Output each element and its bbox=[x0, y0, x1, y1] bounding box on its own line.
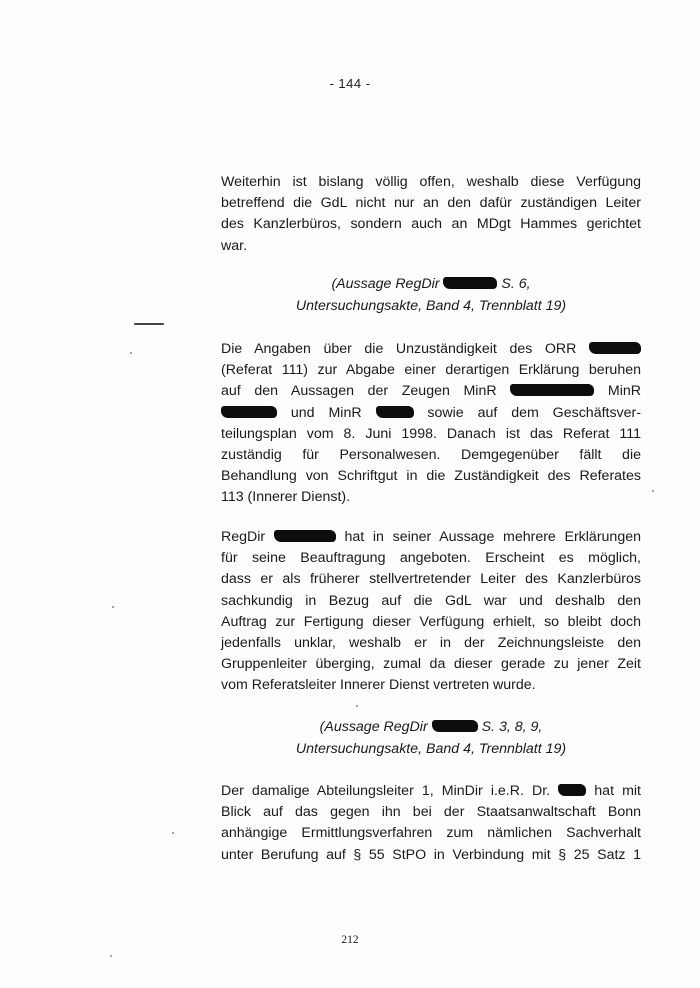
citation-1 bbox=[221, 274, 641, 317]
scan-speck bbox=[110, 955, 112, 957]
page-footer-number: 212 bbox=[341, 934, 359, 946]
citation-line: (Aussage RegDir S. 6, bbox=[331, 276, 531, 292]
scan-speck bbox=[112, 606, 114, 608]
paragraph-line: jedenfalls unklar, weshalb er in der Zeichnungsleiste den bbox=[221, 635, 641, 652]
page-header-number: - 144 - bbox=[329, 76, 371, 91]
redaction-mark bbox=[589, 342, 641, 354]
margin-mark bbox=[134, 323, 164, 325]
paragraph-3 bbox=[221, 527, 641, 697]
paragraph-line: Gruppenleiter überging, zumal da dieser gerade zu jener Zeit bbox=[221, 656, 641, 673]
paragraph-line: Weiterhin ist bislang völlig offen, weshalb diese Verfügung bbox=[221, 174, 641, 190]
redaction-mark bbox=[510, 384, 594, 396]
paragraph-line: 113 (Innerer Dienst). bbox=[221, 489, 351, 506]
paragraph-line: und MinR sowie auf dem Geschäftsver- bbox=[221, 403, 641, 424]
citation-line: Untersuchungsakte, Band 4, Trennblatt 19) bbox=[295, 740, 567, 757]
paragraph-4 bbox=[221, 781, 641, 866]
paragraph-line: anhängige Ermittlungsverfahren zum nämlichen Sachverhalt bbox=[221, 825, 641, 842]
paragraph-line: Auftrag zur Fertigung dieser Verfügung erhielt, so bleibt doch bbox=[221, 613, 641, 630]
paragraph-line: RegDir hat in seiner Aussage mehrere Erklärungen bbox=[221, 529, 641, 545]
paragraph-line: teilungsplan vom 8. Juni 1998. Danach ist das Referat 111 bbox=[221, 425, 641, 442]
redaction-mark bbox=[558, 784, 586, 796]
redaction-mark bbox=[274, 530, 336, 542]
scan-speck bbox=[652, 490, 654, 492]
paragraph-2 bbox=[221, 339, 641, 509]
paragraph-line: betreffend die GdL nicht nur an den dafür zuständigen Leiter bbox=[221, 195, 641, 212]
paragraph-line: auf den Aussagen der Zeugen MinR MinR bbox=[221, 383, 641, 400]
paragraph-line: Behandlung von Schriftgut in die Zuständigkeit des Referates bbox=[221, 468, 641, 485]
scan-speck bbox=[172, 832, 174, 834]
citation-line: Untersuchungsakte, Band 4, Trennblatt 19) bbox=[295, 297, 567, 314]
redaction-mark bbox=[221, 406, 277, 418]
paragraph-line: sachkundig in Bezug auf die GdL war und deshalb den bbox=[221, 592, 641, 609]
paragraph-1 bbox=[221, 172, 641, 257]
paragraph-line: Die Angaben über die Unzuständigkeit des ORR bbox=[221, 339, 641, 360]
paragraph-line: zuständig für Personalwesen. Demgegenüber fällt die bbox=[221, 447, 641, 464]
paragraph-line: des Kanzlerbüros, sondern auch an MDgt Hammes gerichtet bbox=[221, 216, 641, 233]
citation-line: (Aussage RegDir S. 3, 8, 9, bbox=[319, 719, 543, 735]
scan-speck bbox=[130, 352, 132, 354]
paragraph-line: vom Referatsleiter Innerer Dienst vertreten wurde. bbox=[221, 677, 536, 694]
paragraph-line: dass er als früherer stellvertretender Leiter des Kanzlerbüros bbox=[221, 571, 641, 588]
paragraph-line: unter Berufung auf § 55 StPO in Verbindung mit § 25 Satz 1 bbox=[221, 846, 641, 863]
redaction-mark bbox=[432, 720, 478, 732]
paragraph-line: Blick auf das gegen ihn bei der Staatsanwaltschaft Bonn bbox=[221, 804, 641, 821]
scan-speck bbox=[356, 705, 358, 707]
redaction-mark bbox=[443, 277, 497, 289]
paragraph-line: war. bbox=[221, 237, 248, 254]
redaction-mark bbox=[376, 406, 414, 418]
citation-2 bbox=[221, 717, 641, 760]
paragraph-line: für seine Beauftragung angeboten. Erscheint es möglich, bbox=[221, 550, 641, 567]
paragraph-line: Der damalige Abteilungsleiter 1, MinDir i.e.R. Dr. hat mit bbox=[221, 783, 642, 799]
paragraph-line: (Referat 111) zur Abgabe einer derartigen Erklärung beruhen bbox=[221, 362, 641, 379]
